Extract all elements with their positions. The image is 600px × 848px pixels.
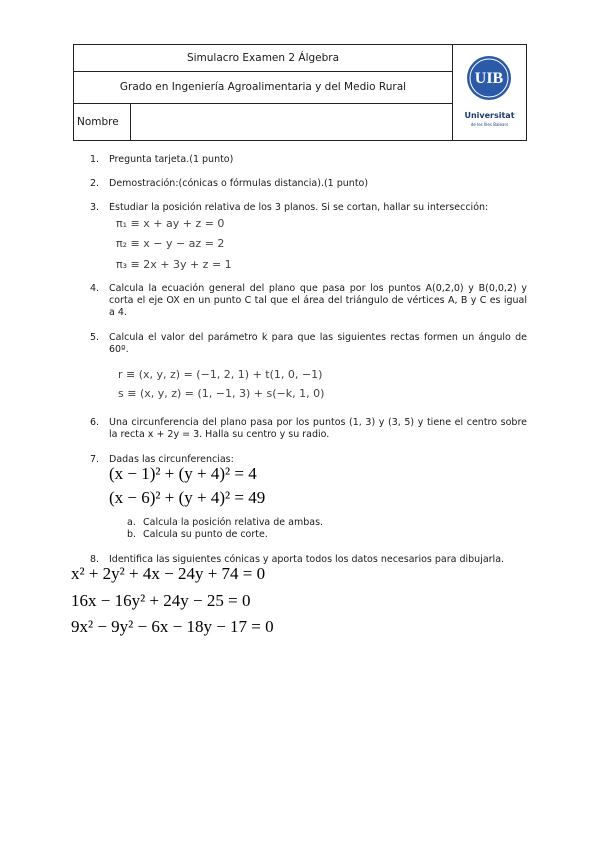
equation: (x − 1)² + (y + 4)² = 4 (109, 464, 257, 483)
exam-header (73, 44, 527, 141)
logo-text: Universitat (464, 111, 515, 120)
uib-emblem-icon (453, 45, 526, 111)
equation: 16x − 16y² + 24y − 25 = 0 (71, 591, 251, 610)
equation: π₃ ≡ 2x + 3y + z = 1 (116, 258, 232, 271)
name-label: Nombre (77, 116, 119, 128)
subitem-text: Calcula la posición relativa de ambas. (143, 517, 324, 528)
equation: π₁ ≡ x + ay + z = 0 (116, 217, 225, 230)
question-number: 4. (90, 283, 100, 294)
uib-logo (453, 45, 526, 140)
question-number: 1. (90, 154, 100, 165)
question-number: 7. (90, 454, 100, 465)
equation: s ≡ (x, y, z) = (1, −1, 3) + s(−k, 1, 0) (118, 387, 325, 400)
equation: x² + 2y² + 4x − 24y + 74 = 0 (71, 564, 266, 583)
question-number: 5. (90, 332, 100, 343)
subitem-letter: b. (127, 529, 137, 540)
logo-mark: UIB (474, 70, 504, 87)
equation: 9x² − 9y² − 6x − 18y − 17 = 0 (71, 617, 274, 636)
question-text: Calcula el valor del parámetro k para que las siguientes rectas formen un ángulo de 60º. (109, 332, 527, 355)
question-number: 6. (90, 417, 100, 428)
question-text: Pregunta tarjeta.(1 punto) (109, 154, 234, 165)
subitem-letter: a. (127, 517, 136, 528)
question-text: Estudiar la posición relativa de los 3 planos. Si se cortan, hallar su intersección: (109, 202, 489, 213)
exam-title: Simulacro Examen 2 Álgebra (74, 45, 452, 72)
logo-subtext: de les Illes Balears (470, 122, 509, 127)
equation: r ≡ (x, y, z) = (−1, 2, 1) + t(1, 0, −1) (118, 368, 323, 381)
name-row (74, 104, 452, 140)
subitem-a (127, 517, 323, 529)
equation: π₂ ≡ x − y − az = 2 (116, 237, 225, 250)
question-text: Identifica las siguientes cónicas y aporta todos los datos necesarios para dibujarla. (109, 554, 505, 565)
question-number: 2. (90, 178, 100, 189)
question-number: 3. (90, 202, 100, 213)
question-text: Demostración:(cónicas o fórmulas distancia).(1 punto) (109, 178, 369, 189)
question-text: Calcula la ecuación general del plano que pasa por los puntos A(0,2,0) y B(0,0,2) y corta el eje OX en un punto C tal que el área del triángulo de vértices A, B y C es igual a 4. (109, 283, 527, 318)
degree-name: Grado en Ingeniería Agroalimentaria y del Medio Rural (74, 72, 452, 104)
subitem-text: Calcula su punto de corte. (143, 529, 268, 540)
name-divider (130, 104, 131, 140)
question-text: Una circunferencia del plano pasa por los puntos (1, 3) y (3, 5) y tiene el centro sobre la recta x + 2y = 3. Halla su centro y su radio. (109, 417, 527, 440)
question-text: Dadas las circunferencias: (109, 454, 234, 465)
question-number: 8. (90, 554, 100, 565)
equation: (x − 6)² + (y + 4)² = 49 (109, 488, 266, 507)
subitem-b (127, 529, 268, 541)
